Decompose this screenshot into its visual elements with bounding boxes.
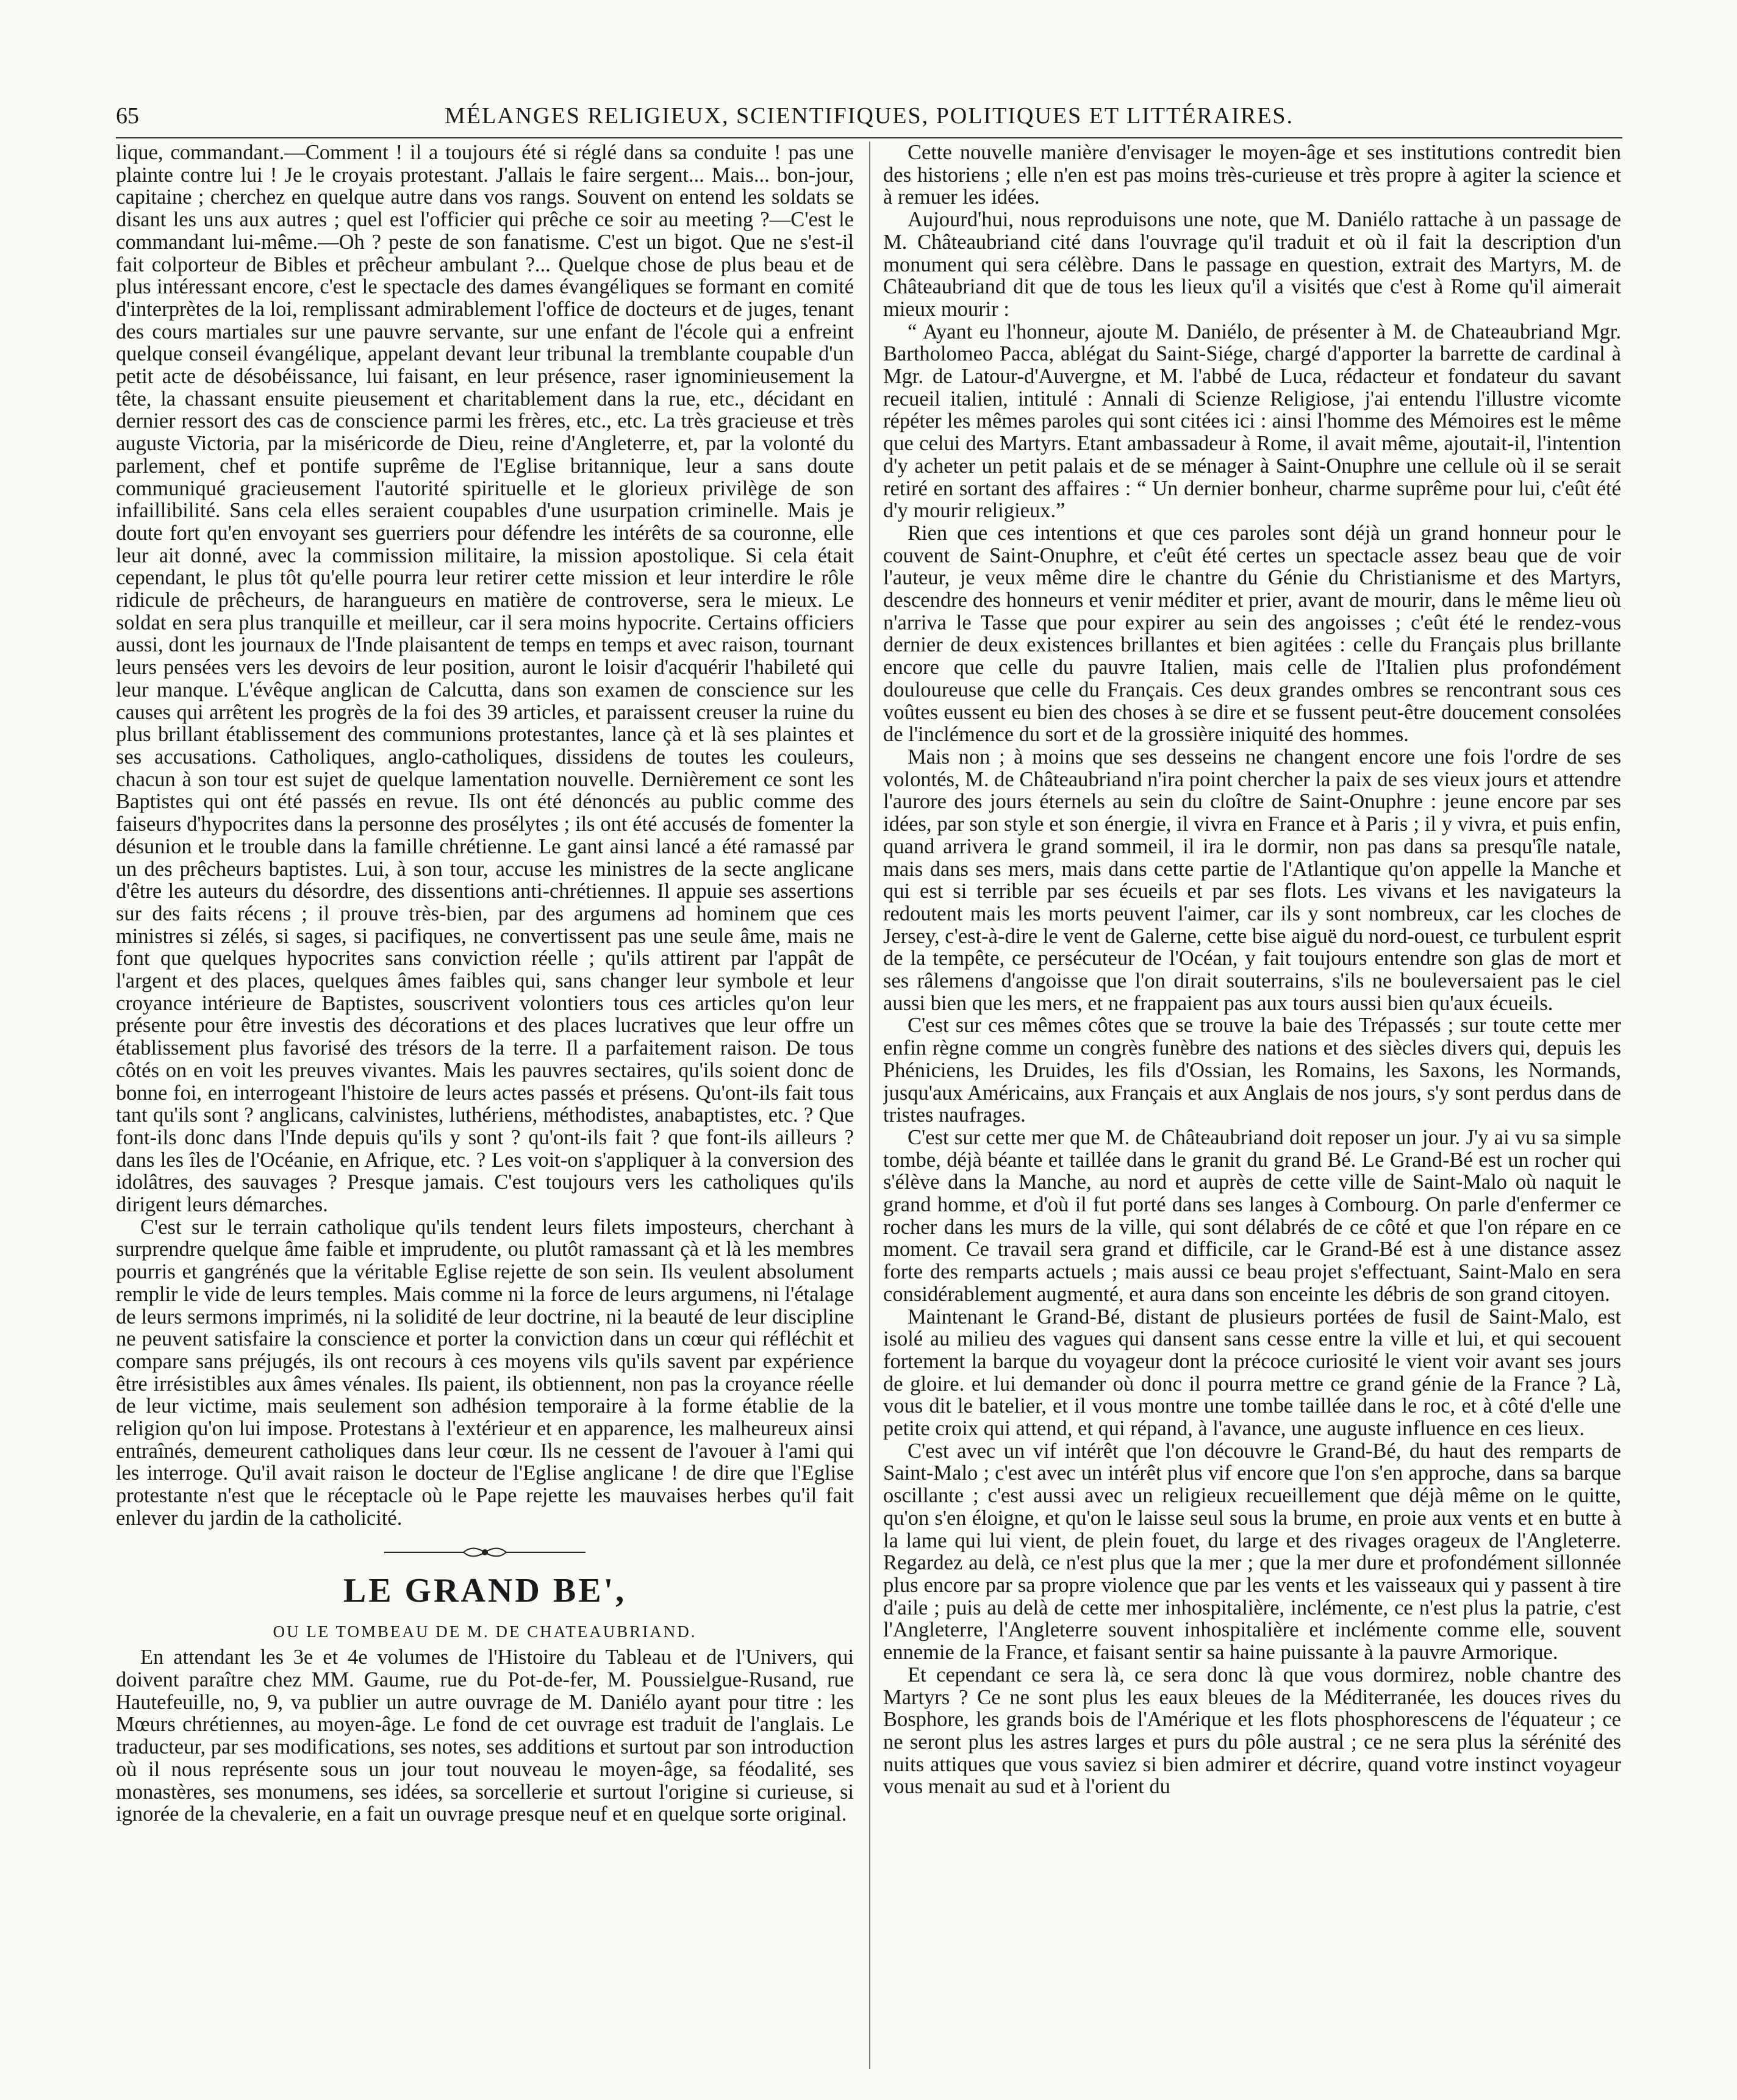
paragraph: C'est sur ces mêmes côtes que se trouve la baie des Trépassés ; sur toute cette mer enfin règne comme un congrès funèbre des nations et des siècles divers qui, depuis les Phéniciens, les Druides, les fils d'Ossian, les Romains, les Saxons, les Normands, jusqu'aux Américains, aux Français et aux Anglais de nos jours, s'y sont perdus dans de tristes naufrages. [883, 1014, 1621, 1127]
paragraph: Rien que ces intentions et que ces paroles sont déjà un grand honneur pour le couvent de Saint-Onuphre, et c'eût été certes un spectacle assez beau que de voir l'auteur, je veux même dire le chantre du Génie du Christianisme et des Martyrs, descendre des honneurs et venir méditer et prier, avant de mourir, dans le même lieu où n'arriva le Tasse que pour expirer au sein des angoisses ; c'eût été le rendez-vous dernier de deux existences brillantes et bien agitées : celle du Français plus brillante encore que celle du pauvre Italien, mais celle de l'Italien plus profondément douloureuse que celle du Français. Ces deux grandes ombres se rencontrant sous ces voûtes eussent eu bien des choses à se dire et se fussent peut-être doucement consolées de l'inclémence du sort et de la grossière iniquité des hommes. [883, 521, 1621, 747]
paragraph: Maintenant le Grand-Bé, distant de plusieurs portées de fusil de Saint-Malo, est isolé au milieu des vagues qui dansent sans cesse entre la ville et lui, et qui secouent fortement la barque du voyageur dont la précoce curiosité le vient voir avant ses jours de gloire. et lui demander où donc il pourra mettre ce grand génie de la France ? Là, vous dit le batelier, et il vous montre une tombe taillée dans le roc, et à côté d'elle une petite croix qui attend, et qui répand, à l'avance, une auguste influence en ces lieux. [883, 1305, 1621, 1441]
running-title: MÉLANGES RELIGIEUX, SCIENTIFIQUES, POLITIQUES ET LITTÉRAIRES. [444, 103, 1294, 129]
ornament-divider [116, 1543, 854, 1566]
page-header [116, 101, 1622, 138]
paragraph: C'est sur le terrain catholique qu'ils tendent leurs filets imposteurs, cherchant à surprendre quelque âme faible et imprudente, ou plutôt ramassant çà et là les membres pourris et gangrénés que la véritable Eglise rejette de son sein. Ils veulent absolument remplir le vide de leurs temples. Mais comme ni la force de leurs argumens, ni l'étalage de leurs sermons imprimés, ni la solidité de leur doctrine, ni la beauté de leur discipline ne peuvent satisfaire la conscience et porter la conviction dans un cœur qui réfléchit et compare sans préjugés, ils ont recours à ces moyens vils qu'ils savent par expérience être irrésistibles aux âmes vénales. Ils paient, ils obtiennent, non pas la croyance réelle de leur victime, mais seulement son adhésion temporaire à la forme établie de la religion qu'on lui impose. Protestans à l'extérieur et en apparence, les malheureux ainsi entraînés, demeurent catholiques dans leur cœur. Ils ne cessent de l'avouer à l'ami qui les interroge. Qu'il avait raison le docteur de l'Eglise anglicane ! de dire que l'Eglise protestante n'est que le réceptacle où le Pape rejette les mauvaises herbes qu'il fait enlever du jardin de la catholicité. [116, 1215, 854, 1530]
ornament-icon [384, 1543, 586, 1561]
column-divider [869, 142, 870, 2069]
paragraph: lique, commandant.—Comment ! il a toujours été si réglé dans sa conduite ! pas une plainte contre lui ! Je le croyais protestant. J'allais le faire sergent... Mais... bon-jour, capitaine ; cherchez en quelque autre dans vos rangs. Souvent on entend les soldats se disant les uns aux autres ; quel est l'officier qui prêche ce soir au meeting ?—C'est le commandant lui-même.—Oh ? peste de son fanatisme. C'est un bigot. Que ne s'est-il fait colporteur de Bibles et prêcheur ambulant ?... Quelque chose de plus beau et de plus intéressant encore, c'est le spectacle des dames évangéliques se formant en comité d'interprètes de la loi, remplissant admirablement l'office de docteurs et de juges, tenant des cours martiales sur une pauvre servante, sur une enfant de l'école qui a enfreint quelque conseil évangélique, appelant devant leur tribunal la tremblante coupable d'un petit acte de désobéissance, lui faisant, en leur présence, raser ignominieusement la tête, la chassant ensuite pieusement et charitablement dans la rue, etc., décidant en dernier ressort des cas de conscience parmi les frères, etc., etc. La très gracieuse et très auguste Victoria, par la miséricorde de Dieu, reine d'Angleterre, et, par la volonté du parlement, chef et pontife suprême de l'Eglise britannique, leur a sans doute communiqué gracieusement l'autorité spirituelle et le glorieux privilège de son infaillibilité. Sans cela elles seraient coupables d'une usurpation criminelle. Mais je doute fort qu'en envoyant ses guerriers pour défendre les intérêts de sa couronne, elle leur ait donné, avec la commission militaire, la mission apostolique. Si cela était cependant, le plus tôt qu'elle pourra leur retirer cette mission et leur interdire le rôle ridicule de prêcheurs, de harangueurs en matière de controverse, sera le mieux. Le soldat en sera plus tranquille et meilleur, car il sera moins hypocrite. Certains officiers aussi, dont les journaux de l'Inde plaisantent de temps en temps et avec raison, tournant leurs pensées vers les devoirs de leur position, auront le loisir d'acquérir l'habileté qui leur manque. L'évêque anglican de Calcutta, dans son examen de conscience sur les causes qui arrêtent les progrès de la foi des 39 articles, et paraissent creuser la ruine du plus brillant établissement des communions protestantes, lance çà et là ses plaintes et ses accusations. Catholiques, anglo-catholiques, dissidens de toutes les couleurs, chacun à son tour est sujet de quelque lamentation nouvelle. Dernièrement ce sont les Baptistes qui ont été passés en revue. Ils ont été dénoncés au public comme des faiseurs d'hypocrites dans la personne des prosélytes ; ils ont été accusés de fomenter la désunion et le trouble dans la famille chrétienne. Le gant ainsi lancé a été ramassé par un des prêcheurs baptistes. Lui, à son tour, accuse les ministres de la secte anglicane d'être les auteurs du désordre, des dissentions anti-chrétiennes. Il appuie ses assertions sur des faits récens ; il prouve très-bien, par des argumens ad hominem que ces ministres si zélés, si sages, si pacifiques, ne convertissent pas une seule âme, mais ne font que quelques hypocrites sans conviction réelle ; qu'ils attirent par l'appât de l'argent et des places, quelques âmes faibles qui, sans changer leur symbole et leur croyance intérieure de Baptistes, souscrivent volontiers tous ces articles qu'on leur présente pour être investis des décorations et des places lucratives que leur offre un établissement plus favorisé des trésors de la terre. Il a parfaitement raison. De tous côtés on en voit les preuves vivantes. Mais les pauvres sectaires, qu'ils soient donc de bonne foi, en interrogeant l'histoire de leurs actes passés et présens. Qu'ont-ils fait tous tant qu'ils sont ? anglicans, calvinistes, luthériens, méthodistes, anabaptistes, etc. ? Que font-ils donc dans l'Inde depuis qu'ils y sont ? qu'ont-ils fait ? que font-ils ailleurs ? dans les îles de l'Océanie, en Afrique, etc. ? Les voit-on s'appliquer à la conversion des idolâtres, des sauvages ? Presque jamais. C'est toujours vers les catholiques qu'ils dirigent leurs démarches. [116, 142, 854, 1217]
paragraph: “ Ayant eu l'honneur, ajoute M. Daniélo, de présenter à M. de Chateaubriand Mgr. Bartholomeo Pacca, ablégat du Saint-Siége, chargé d'apporter la barrette de cardinal à Mgr. de Latour-d'Auvergne, et M. l'abbé de Luca, rédacteur et fondateur du savant recueil italien, intitulé : Annali di Scienze Religiose, j'ai entendu l'illustre vicomte répéter les mêmes paroles qui sont citées ici : ainsi l'homme des Mémoires est le même que celui des Martyrs. Etant ambassadeur à Rome, il avait même, ajoutait-il, l'intention d'y acheter un petit palais et de se ménager à Saint-Onuphre une cellule où il se serait retiré en sortant des affaires : “ Un dernier bonheur, charme suprême pour lui, c'eût été d'y mourir religieux.” [883, 320, 1621, 523]
page-number: 65 [116, 103, 139, 129]
paragraph: En attendant les 3e et 4e volumes de l'Histoire du Tableau et de l'Univers, qui doivent paraître chez MM. Gaume, rue du Pot-de-fer, M. Poussielgue-Rusand, rue Hautefeuille, no, 9, va publier un autre ouvrage de M. Daniélo ayant pour titre : les Mœurs chrétiennes, au moyen-âge. Le fond de cet ouvrage est traduit de l'anglais. Le traducteur, par ses modifications, ses notes, ses additions et surtout par son introduction où il nous représente sous un jour tout nouveau le moyen-âge, sa féodalité, ses monastères, ses monumens, ses idées, sa sorcellerie et surtout l'origine si curieuse, si ignorée de la chevalerie, en a fait un ouvrage presque neuf et en quelque sorte original. [116, 1646, 854, 1826]
paragraph: Cette nouvelle manière d'envisager le moyen-âge et ses institutions contredit bien des historiens ; elle n'en est pas moins très-curieuse et très propre à agiter la science et à remuer les idées. [883, 142, 1621, 209]
article-title: LE GRAND BE', [343, 1572, 627, 1610]
article-subtitle: OU LE TOMBEAU DE M. DE CHATEAUBRIAND. [273, 1622, 697, 1641]
paragraph: Et cependant ce sera là, ce sera donc là que vous dormirez, noble chantre des Martyrs ? Ce ne sont plus les eaux bleues de la Méditerranée, les douces rives du Bosphore, les grands bois de l'Amérique et les flots phosphorescens de l'équateur ; ce ne seront plus les astres larges et purs du pôle austral ; ce ne sera plus la sérénité des nuits attiques que vous saviez si bien admirer et décrire, quand votre instinct voyageur vous menait au sud et à l'orient du [883, 1663, 1621, 1799]
paragraph: C'est sur cette mer que M. de Châteaubriand doit reposer un jour. J'y ai vu sa simple tombe, déjà béante et taillée dans le granit du grand Bé. Le Grand-Bé est un rocher qui s'élève dans la Manche, au nord et auprès de cette ville de Saint-Malo où naquit le grand homme, et d'où il fut porté dans ses langes à Combourg. On parle d'enfermer ce rocher dans les murs de la ville, qui sont délabrés de ce côté et que l'on répare en ce moment. Ce travail sera grand et difficile, car le Grand-Bé est à une distance assez forte des remparts actuels ; mais aussi ce beau projet s'effectuant, Saint-Malo en sera considérablement augmenté, et aura dans son enceinte les débris de son grand citoyen. [883, 1125, 1621, 1306]
left-column [116, 142, 854, 2069]
paragraph: Mais non ; à moins que ses desseins ne changent encore une fois l'ordre de ses volontés, M. de Châteaubriand n'ira point chercher la paix de ses vieux jours et attendre l'aurore des jours éternels au sein du cloître de Saint-Onuphre : jeune encore par ses idées, par son style et son énergie, il vivra en France et à Paris ; il y vivra, et puis enfin, quand arrivera le grand sommeil, il ira le dormir, non pas dans sa presqu'île natale, mais dans ses mers, mais dans cette partie de l'Atlantique qu'on appelle la Manche et qui est si terrible par ses écueils et par ses flots. Les vivans et les navigateurs la redoutent mais les morts peuvent l'aimer, car ils y sont nombreux, car les cloches de Jersey, c'est-à-dire le vent de Galerne, cette bise aiguë du nord-ouest, ce turbulent esprit de la tempête, ce persécuteur de l'Océan, y fait toujours entendre son glas de mort et ses râlemens d'angoisse que l'on dirait souterrains, s'ils ne bouleversaient pas le ciel aussi bien que les mers, et ne frappaient pas aux tours aussi bien qu'aux écueils. [883, 745, 1621, 1015]
right-column [883, 142, 1621, 2069]
paragraph: Aujourd'hui, nous reproduisons une note, que M. Daniélo rattache à un passage de M. Châteaubriand cité dans l'ouvrage qu'il traduit et où il fait la description d'un monument qui sera célèbre. Dans le passage en question, extrait des Martyrs, M. de Châteaubriand dit que de tous les lieux qu'il a visités que c'est à Rome qu'il aimerait mieux mourir : [883, 208, 1621, 321]
paragraph: C'est avec un vif intérêt que l'on découvre le Grand-Bé, du haut des remparts de Saint-Malo ; c'est avec un intérêt plus vif encore que l'on s'en approche, dans sa barque oscillante ; c'est aussi avec un religieux recueillement que déjà même on le quitte, qu'on s'en éloigne, et qu'on le laisse seul sous la brume, en proie aux vents et en butte à la lame qui lui vient, de plein fouet, du large et des rivages orageux de l'Angleterre. Regardez au delà, ce n'est plus que la mer ; que la mer dure et profondément sillonnée plus encore par sa propre violence que par les vents et les vaisseaux qui y passent à tire d'aile ; puis au delà de cette mer inhospitalière, inclémente, ce n'est plus la patrie, c'est l'Angleterre, l'Angleterre souvent inhospitalière et inclémente comme elle, souvent ennemie de la France, et faisant sentir sa haine puissante à la pauvre Armorique. [883, 1439, 1621, 1665]
